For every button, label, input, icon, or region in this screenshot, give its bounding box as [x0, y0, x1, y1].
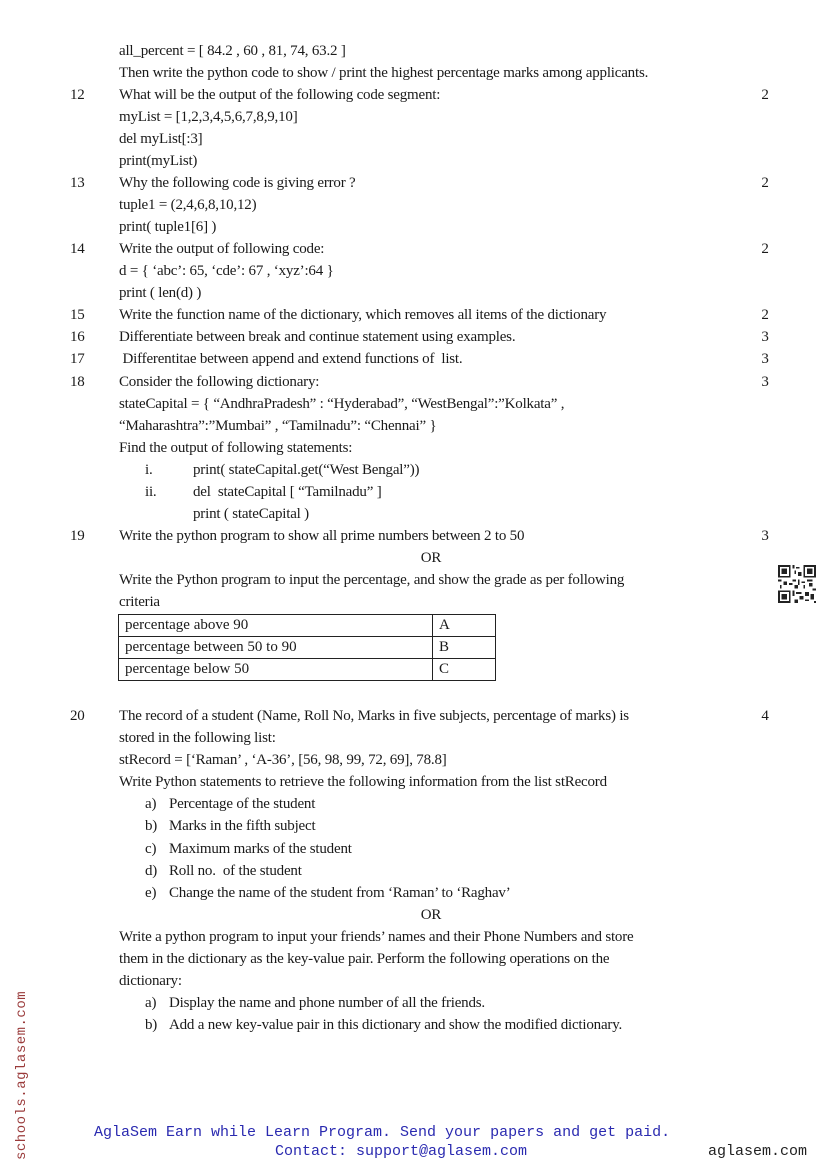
alt-question-text: dictionary: [119, 973, 182, 989]
question-number: 14 [70, 241, 85, 257]
question-text: Consider the following dictionary: [119, 374, 320, 390]
code-line: d = { ‘abc’: 65, ‘cde’: 67 , ‘xyz’:64 } [119, 263, 334, 279]
code-line: del myList[:3] [119, 131, 203, 147]
question-number: 15 [70, 307, 85, 323]
code-line: myList = [1,2,3,4,5,6,7,8,9,10] [119, 109, 298, 125]
item-label: b) [145, 1017, 158, 1033]
item-code: del stateCapital [ “Tamilnadu” ] [193, 484, 382, 500]
question-marks: 2 [761, 241, 769, 257]
item-label: b) [145, 818, 158, 834]
alt-question-text: criteria [119, 594, 160, 610]
code-line: “Maharashtra”:”Mumbai” , “Tamilnadu”: “Chennai” } [119, 418, 437, 434]
item-label: ii. [145, 484, 157, 500]
qr-code-icon [778, 565, 816, 603]
item-text: Change the name of the student from ‘Raman’ to ‘Raghav’ [169, 885, 511, 901]
item-code: print ( stateCapital ) [193, 506, 309, 522]
item-text: Percentage of the student [169, 796, 316, 812]
question-number: 12 [70, 87, 85, 103]
question-marks: 3 [761, 329, 769, 345]
item-label: d) [145, 863, 158, 879]
item-code: print( stateCapital.get(“West Bengal”)) [193, 462, 420, 478]
q11-code: all_percent = [ 84.2 , 60 , 81, 74, 63.2 ] [119, 43, 346, 59]
question-marks: 3 [761, 374, 769, 390]
code-line: stateCapital = { “AndhraPradesh” : “Hyderabad”, “WestBengal”:”Kolkata” , [119, 396, 565, 412]
item-text: Add a new key-value pair in this dictionary and show the modified dictionary. [169, 1017, 623, 1033]
alt-question-text: them in the dictionary as the key-value pair. Perform the following operations on the [119, 951, 610, 967]
instruction: Find the output of following statements: [119, 440, 353, 456]
question-text: Write the function name of the dictionary, which removes all items of the dictionary [119, 307, 607, 323]
criteria-cell: percentage above 90 [119, 615, 433, 637]
question-marks: 4 [761, 708, 769, 724]
code-line: print ( len(d) ) [119, 285, 202, 301]
criteria-cell: percentage between 50 to 90 [119, 637, 433, 659]
question-number: 17 [70, 351, 85, 367]
question-text: The record of a student (Name, Roll No, Marks in five subjects, percentage of marks) is [119, 708, 629, 724]
question-number: 13 [70, 175, 85, 191]
item-label: e) [145, 885, 157, 901]
question-marks: 3 [761, 351, 769, 367]
item-label: i. [145, 462, 153, 478]
criteria-cell: percentage below 50 [119, 659, 433, 681]
question-text: Differentiate between break and continue statement using examples. [119, 329, 516, 345]
item-text: Marks in the fifth subject [169, 818, 316, 834]
code-line: print(myList) [119, 153, 198, 169]
question-marks: 2 [761, 307, 769, 323]
table-row [119, 615, 496, 637]
alt-question-text: Write a python program to input your friends’ names and their Phone Numbers and store [119, 929, 634, 945]
question-marks: 3 [761, 528, 769, 544]
grade-criteria-table [118, 614, 496, 681]
grade-cell: A [433, 615, 496, 637]
question-text: Differentitae between append and extend functions of list. [119, 351, 463, 367]
table-row [119, 659, 496, 681]
table-row [119, 637, 496, 659]
item-text: Maximum marks of the student [169, 841, 352, 857]
item-label: a) [145, 995, 157, 1011]
footer-contact: Contact: support@aglasem.com [275, 1143, 528, 1160]
question-number: 19 [70, 528, 85, 544]
side-watermark: schools.aglasem.com [14, 990, 30, 1160]
footer-site-link[interactable]: aglasem.com [708, 1143, 808, 1160]
instruction: Write Python statements to retrieve the following information from the list stRecord [119, 774, 607, 790]
item-label: c) [145, 841, 157, 857]
question-marks: 2 [761, 175, 769, 191]
code-line: stRecord = [‘Raman’ , ‘A-36’, [56, 98, 99, 72, 69], 78.8] [119, 752, 447, 768]
code-line: tuple1 = (2,4,6,8,10,12) [119, 197, 257, 213]
question-number: 18 [70, 374, 85, 390]
item-label: a) [145, 796, 157, 812]
footer-promo: AglaSem Earn while Learn Program. Send your papers and get paid. [94, 1124, 671, 1141]
question-text: What will be the output of the following code segment: [119, 87, 441, 103]
code-line: print( tuple1[6] ) [119, 219, 217, 235]
item-text: Roll no. of the student [169, 863, 302, 879]
question-marks: 2 [761, 87, 769, 103]
or-separator: OR [420, 907, 442, 923]
question-number: 20 [70, 708, 85, 724]
question-text: Write the output of following code: [119, 241, 325, 257]
grade-cell: C [433, 659, 496, 681]
question-text: Why the following code is giving error ? [119, 175, 356, 191]
question-text: Write the python program to show all prime numbers between 2 to 50 [119, 528, 525, 544]
alt-question-text: Write the Python program to input the percentage, and show the grade as per following [119, 572, 625, 588]
item-text: Display the name and phone number of all the friends. [169, 995, 485, 1011]
or-separator: OR [420, 550, 442, 566]
question-number: 16 [70, 329, 85, 345]
q11-instruction: Then write the python code to show / print the highest percentage marks among applicants. [119, 65, 649, 81]
question-text: stored in the following list: [119, 730, 276, 746]
grade-cell: B [433, 637, 496, 659]
